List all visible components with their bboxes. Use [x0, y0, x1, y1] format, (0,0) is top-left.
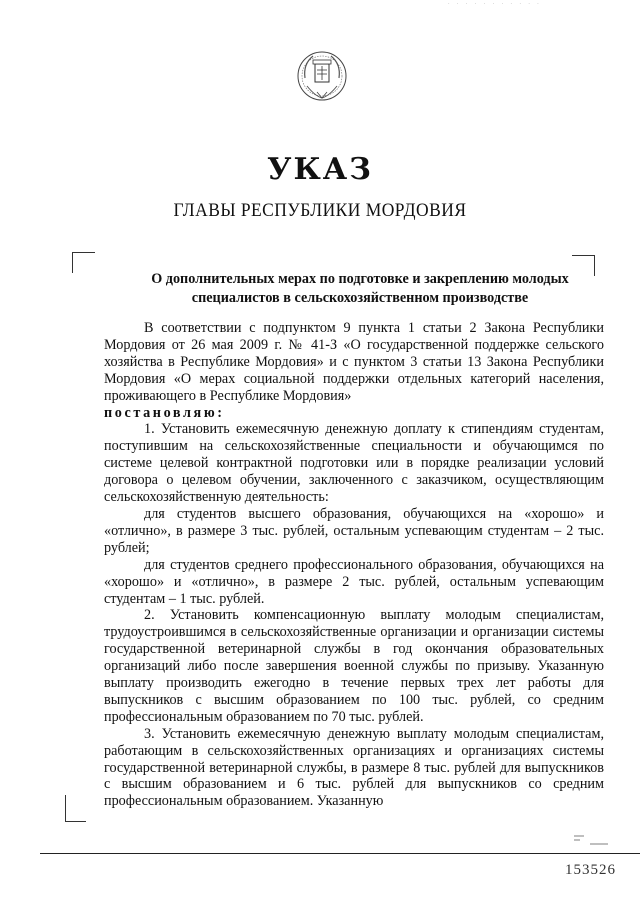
top-scan-marks: · · · · · · · · · · ·	[448, 2, 542, 7]
item-1: 1. Установить ежемесячную денежную доплату к стипендиям студентам, поступившим на сельскохозяйственные специальности и обучающимся по системе целевой контрактной подготовки или в порядке реализации условий договора о целевом обучении, заключенного с заказчиком, осуществляющим сельскохозяйственную деятельность:	[104, 421, 604, 506]
coat-of-arms-emblem	[295, 48, 349, 108]
decree-body	[104, 320, 604, 810]
item-1b: для студентов среднего профессионального образования, обучающихся на «хорошо» и «отлично», в размере 2 тыс. рублей, остальным успевающим студентам – 1 тыс. рублей.	[104, 556, 604, 607]
item-2: 2. Установить компенсационную выплату молодым специалистам, трудоустроившимся в сельскохозяйственные организации и организации системы государственной ветеринарной службы в год окончания образовательных организаций либо после завершения военной службы по призыву. Указанную выплату производить ежегодно в течение первых трех лет работы для выпускников с высшим образованием по 100 тыс. рублей, со средним профессиональным образованием по 70 тыс. рублей.	[104, 607, 604, 725]
item-1a: для студентов высшего образования, обучающихся на «хорошо» и «отлично», в размере 3 тыс. рублей, остальным успевающим студентам – 2 тыс. рублей;	[104, 505, 604, 556]
corner-mark-bottom-left	[65, 795, 86, 822]
decree-word	[104, 405, 604, 422]
item-3: 3. Установить ежемесячную денежную выплату молодым специалистам, работающим в сельскохозяйственных организациях и организациях системы государственной ветеринарной службы, в размере 8 тыс. рублей для выпускников с высшим образованием и 6 тыс. рублей для выпускников со средним профессиональным образованием. Указанную	[104, 725, 604, 810]
decree-heading	[120, 270, 600, 308]
heading-line-2: специалистов в сельскохозяйственном производстве	[191, 290, 529, 306]
margin-marks	[570, 832, 640, 850]
corner-mark-top-left	[72, 252, 95, 273]
decree-word-text: постановляю:	[104, 404, 225, 421]
intro-paragraph: В соответствии с подпунктом 9 пункта 1 статьи 2 Закона Республики Мордовия от 26 мая 2009 г. № 41-З «О государственной поддержке сельского хозяйства в Республике Мордовия» и с пунктом 3 статьи 13 Закона Республики Мордовия «О мерах социальной поддержки отдельных категорий населения, проживающего в Республике Мордовия»	[104, 320, 604, 404]
heading-line-1: О дополнительных мерах по подготовке и закреплению молодых	[151, 271, 569, 287]
document-subtitle: ГЛАВЫ РЕСПУБЛИКИ МОРДОВИЯ	[173, 200, 467, 221]
bottom-rule	[40, 853, 640, 854]
document-title: УКАЗ	[267, 152, 373, 187]
stamp-number: 153526	[565, 862, 616, 878]
